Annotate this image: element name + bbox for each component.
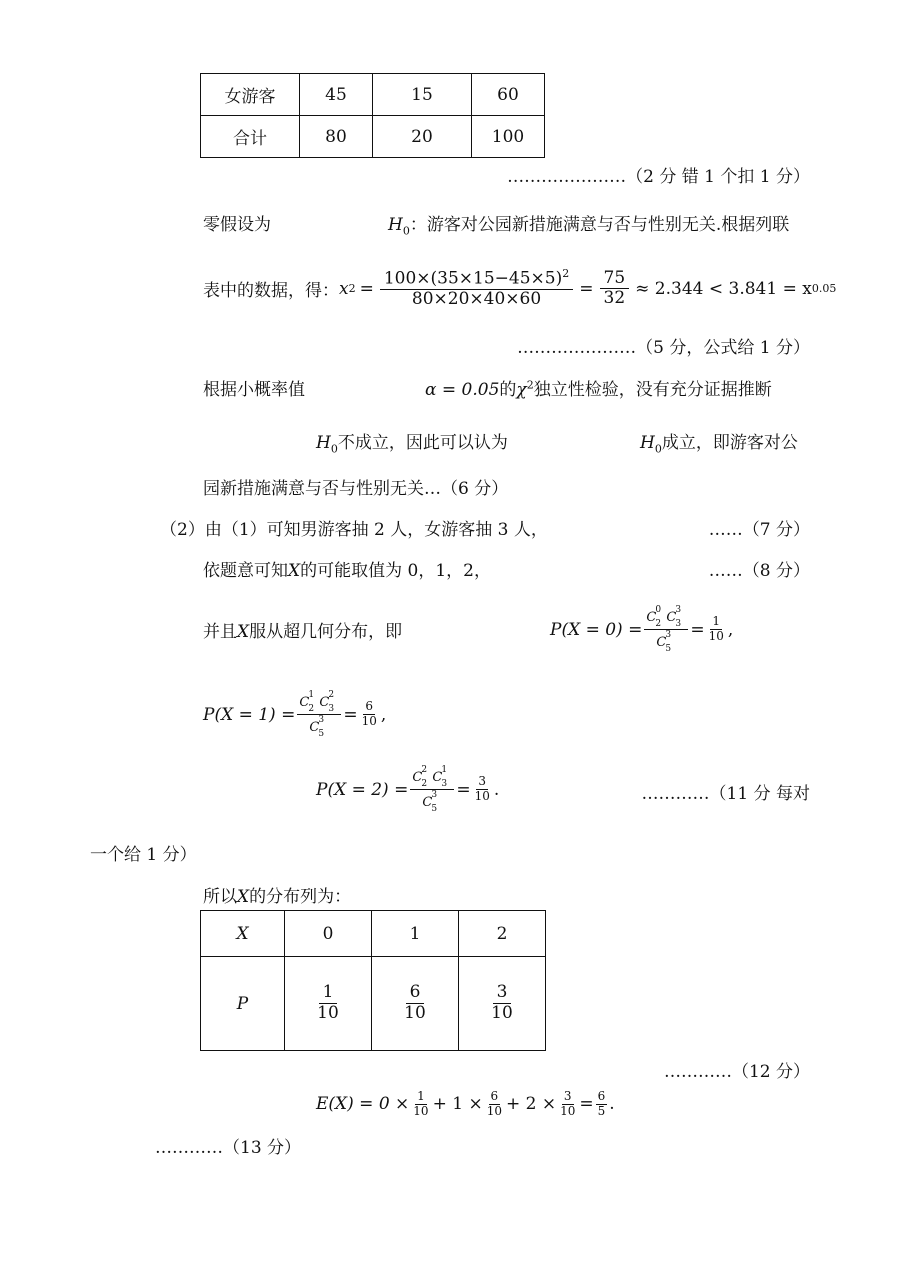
score-note: ……（8 分） bbox=[708, 561, 810, 581]
contingency-table bbox=[200, 73, 545, 158]
fraction bbox=[485, 1090, 504, 1119]
table-cell bbox=[285, 957, 372, 1051]
h-symbol: H bbox=[316, 433, 331, 453]
table-header-cell: 2 bbox=[459, 911, 546, 957]
ex-plus2: + 2 × bbox=[505, 1094, 557, 1115]
fraction-num: 1 bbox=[319, 983, 338, 1004]
fraction-num: 1 bbox=[417, 1089, 425, 1103]
alpha-value: α = 0.05 bbox=[425, 380, 500, 400]
h0-not-statement bbox=[316, 428, 508, 455]
conclusion: 园新措施满意与否与性别无关…（6 分） bbox=[203, 479, 509, 499]
p0-formula: P(X = 0) = C 0 2 C 3 3 C 3 5 = $\frac{1}{10}$ , bbox=[550, 605, 734, 654]
fraction-den: 10 bbox=[404, 1003, 426, 1023]
hypothesis-text: ：游客对公园新措施满意与否与性别无关.根据列联 bbox=[409, 215, 790, 235]
chi-square-formula: 表中的数据，得： x 2 = $\frac{100\times(35\times 15-45\times 5)^2}{80\times 20\times 40\times 60}$ = $\frac{75}{32}$ ≈ 2.344 < 3.841 = x 0.05 bbox=[203, 267, 837, 310]
chi-fraction: $\frac{100\times(35\times 15-45\times 5)^2}{80\times 20\times 40\times 60}$ bbox=[380, 268, 573, 310]
p1-value bbox=[360, 700, 379, 729]
table-row-label: P bbox=[201, 957, 285, 1051]
table-cell: 80 bbox=[300, 116, 373, 158]
table-row bbox=[201, 957, 546, 1051]
chi-symbol: χ bbox=[516, 380, 527, 400]
h0-not-text: 不成立，因此可以认为 bbox=[337, 433, 508, 453]
table-header-cell: X bbox=[201, 911, 285, 957]
x-values-text: 依题意可知 bbox=[203, 561, 288, 581]
fraction-den: 10 bbox=[361, 714, 377, 728]
table-cell: 100 bbox=[472, 116, 545, 158]
table-header-cell: 1 bbox=[372, 911, 459, 957]
p0-value bbox=[707, 615, 726, 644]
table-row bbox=[201, 911, 546, 957]
combination-fraction: C 2 2 C 1 3 C 3 5 bbox=[410, 765, 454, 814]
fraction-den: 10 bbox=[486, 1103, 502, 1118]
fraction-den: 10 bbox=[491, 1003, 513, 1023]
ex-result bbox=[596, 1090, 608, 1119]
ex-lhs: E(X) = 0 × bbox=[316, 1094, 410, 1115]
dist-intro bbox=[203, 882, 351, 907]
distribution-table bbox=[200, 910, 546, 1051]
fraction-den: 10 bbox=[560, 1103, 576, 1118]
p1-formula: P(X = 1) = C 1 2 C 2 3 C 3 5 = $\frac{6}{10}$ , bbox=[203, 690, 387, 739]
fraction-den: 32 bbox=[603, 288, 626, 309]
superscript: 2 bbox=[348, 282, 356, 296]
p0-lhs: P(X = 0) = bbox=[550, 619, 643, 640]
p2-formula: P(X = 2) = C 2 2 C 1 3 C 3 5 = $\frac{3}{10}$ . bbox=[316, 765, 500, 814]
fraction-den: 10 bbox=[708, 629, 724, 643]
var-x: X bbox=[237, 622, 250, 642]
hypergeometric-line bbox=[203, 617, 402, 642]
chi-result: ≈ 2.344 < 3.841 = x bbox=[635, 278, 812, 299]
alpha-tail: 的 bbox=[499, 380, 517, 400]
score-note-cont: 一个给 1 分） bbox=[90, 845, 197, 865]
expectation-formula: E(X) = 0 × $\frac{1}{10}$ + 1 × $\frac{6}{10}$ + 2 × $\frac{3}{10}$ = $\frac{6}{5}$ . bbox=[316, 1089, 615, 1118]
table-cell: 20 bbox=[373, 116, 472, 158]
fraction-num: 6 bbox=[406, 983, 425, 1004]
fraction-num: 6 bbox=[490, 1089, 499, 1103]
fraction-num: 3 bbox=[563, 1089, 572, 1103]
h-subscript: 0 bbox=[330, 442, 338, 456]
p2-lhs: P(X = 2) = bbox=[316, 779, 409, 800]
calc-intro: 表中的数据，得： bbox=[203, 281, 339, 302]
table-cell: 15 bbox=[373, 74, 472, 116]
var-x: X bbox=[237, 887, 250, 907]
fraction bbox=[411, 1090, 430, 1119]
fraction-num: 6 bbox=[365, 699, 374, 714]
table-cell bbox=[372, 957, 459, 1051]
hypothesis-statement bbox=[388, 210, 789, 237]
table-cell bbox=[459, 957, 546, 1051]
score-note: ……（7 分） bbox=[708, 520, 810, 540]
fraction-den: 10 bbox=[317, 1003, 339, 1023]
score-note: …………（12 分） bbox=[663, 1062, 810, 1082]
table-row bbox=[201, 74, 545, 116]
fraction-num: 3 bbox=[478, 774, 487, 789]
h0-yes-statement bbox=[640, 428, 798, 455]
ex-plus1: + 1 × bbox=[432, 1094, 483, 1115]
fraction bbox=[558, 1090, 577, 1119]
h0-yes-text: 成立，即游客对公 bbox=[661, 433, 798, 453]
fraction-num: 3 bbox=[493, 983, 512, 1004]
x-values-line bbox=[203, 556, 491, 581]
table-cell: 女游客 bbox=[201, 74, 300, 116]
dist-intro-text: 所以 bbox=[203, 887, 237, 907]
h-symbol: H bbox=[640, 433, 655, 453]
fraction-num: 1 bbox=[712, 614, 721, 629]
ex-eq: = bbox=[579, 1094, 594, 1115]
x-values-tail: 的可能取值为 0，1，2， bbox=[300, 561, 491, 581]
hyper-tail: 服从超几何分布，即 bbox=[249, 622, 403, 642]
alpha-tail2: 独立性检验，没有充分证据推断 bbox=[533, 380, 772, 400]
dist-intro-tail: 的分布列为： bbox=[249, 887, 352, 907]
p1-lhs: P(X = 1) = bbox=[203, 704, 296, 725]
var-x: X bbox=[288, 561, 301, 581]
table-cell: 60 bbox=[472, 74, 545, 116]
fraction-num: 6 bbox=[597, 1089, 606, 1103]
alpha-label: 根据小概率值 bbox=[203, 380, 305, 400]
hyper-text: 并且 bbox=[203, 622, 237, 642]
hypothesis-label: 零假设为 bbox=[203, 215, 271, 235]
part2-intro: （2）由（1）可知男游客抽 2 人，女游客抽 3 人， bbox=[160, 520, 548, 540]
p2-value bbox=[473, 775, 492, 804]
combination-fraction: C 1 2 C 2 3 C 3 5 bbox=[297, 690, 341, 739]
chi-numerator: 100×(35×15−45×5) bbox=[383, 268, 563, 289]
score-note: …………（13 分） bbox=[155, 1138, 302, 1158]
table-cell: 合计 bbox=[201, 116, 300, 158]
chi-result-sub: 0.05 bbox=[811, 282, 837, 296]
score-note: …………………（2 分 错 1 个扣 1 分） bbox=[507, 167, 810, 187]
chi-lhs: x bbox=[339, 278, 349, 299]
h-symbol: H bbox=[388, 215, 403, 235]
alpha-statement: α = 0.05的$\chi^2$独立性检验，没有充分证据推断 bbox=[425, 378, 772, 400]
fraction-den: 10 bbox=[413, 1103, 429, 1118]
fraction-den: 10 bbox=[474, 789, 490, 803]
h-subscript: 0 bbox=[654, 442, 662, 456]
score-note: …………（11 分 每对 bbox=[641, 784, 810, 804]
fraction-num: 75 bbox=[600, 269, 630, 290]
table-cell: 45 bbox=[300, 74, 373, 116]
table-row bbox=[201, 116, 545, 158]
chi-value-fraction bbox=[600, 269, 630, 309]
fraction-den: 5 bbox=[597, 1103, 606, 1118]
chi-denominator: 80×20×40×60 bbox=[411, 289, 542, 310]
table-header-cell: 0 bbox=[285, 911, 372, 957]
combination-fraction: C 0 2 C 3 3 C 3 5 bbox=[644, 605, 688, 654]
h-subscript: 0 bbox=[402, 224, 410, 238]
score-note: …………………（5 分，公式给 1 分） bbox=[517, 338, 810, 358]
